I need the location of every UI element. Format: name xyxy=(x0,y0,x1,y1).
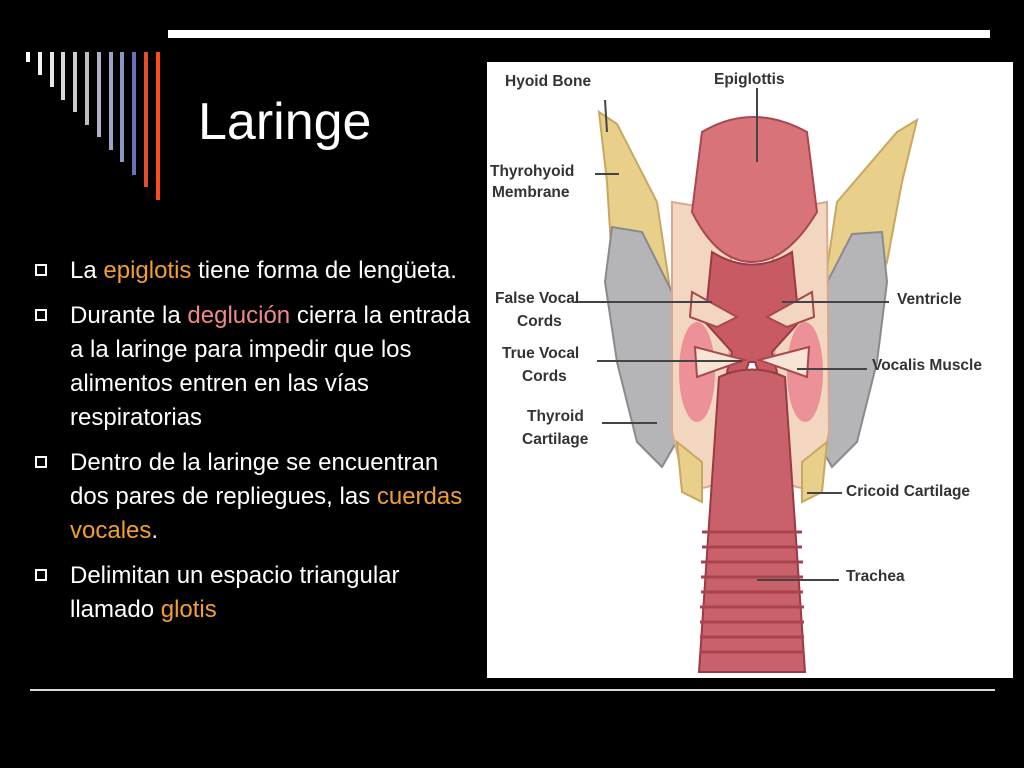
label-trachea: Trachea xyxy=(846,568,905,585)
bullet-item xyxy=(33,559,483,627)
decorative-stripe xyxy=(61,52,65,100)
decorative-stripe xyxy=(73,52,77,112)
decorative-stripe xyxy=(97,52,101,137)
top-rule xyxy=(168,30,990,38)
label-false-vocal-1: False Vocal xyxy=(495,290,580,307)
decorative-stripe xyxy=(144,52,148,187)
thyroid-cartilage-left xyxy=(605,227,682,467)
square-bullet-icon xyxy=(35,264,47,276)
bullet-text: La xyxy=(70,257,104,284)
highlight-term: epiglotis xyxy=(103,257,192,284)
decorative-stripe xyxy=(156,52,160,200)
square-bullet-icon xyxy=(35,569,47,581)
decorative-stripe xyxy=(50,52,54,87)
label-vocalis-muscle: Vocalis Muscle xyxy=(872,357,982,374)
label-true-vocal-1: True Vocal xyxy=(502,345,580,362)
label-cricoid-cartilage: Cricoid Cartilage xyxy=(846,483,971,500)
bullet-item xyxy=(33,254,483,288)
decorative-stripe xyxy=(26,52,30,62)
bullet-text: tiene forma de lengüeta. xyxy=(191,257,457,284)
label-true-vocal-2: Cords xyxy=(522,368,567,385)
decorative-stripe xyxy=(120,52,124,162)
highlight-term: deglución xyxy=(187,302,291,329)
decorative-stripe xyxy=(85,52,89,125)
bullet-item xyxy=(33,446,483,548)
label-thyroid-1: Thyroid xyxy=(527,408,584,425)
bullet-list xyxy=(33,254,483,638)
bullet-item xyxy=(33,299,483,435)
bullet-text: Delimitan un espacio triangular llamado xyxy=(70,562,400,623)
bullet-text: Dentro de la laringe se encuentran dos pares de repliegues, las xyxy=(70,449,439,510)
square-bullet-icon xyxy=(35,309,47,321)
bottom-rule xyxy=(30,689,995,691)
bullet-text: cierra la entrada a la laringe para impedir que los alimentos entren en las vías respiratorias xyxy=(70,302,471,431)
label-false-vocal-2: Cords xyxy=(517,313,562,330)
label-ventricle: Ventricle xyxy=(897,291,962,308)
bullet-text: Durante la xyxy=(70,302,188,329)
slide-title: Laringe xyxy=(198,93,372,151)
label-thyroid-2: Cartilage xyxy=(522,431,589,448)
decorative-stripe xyxy=(38,52,42,75)
label-thyrohyoid-1: Thyrohyoid xyxy=(490,163,575,180)
decorative-stripe xyxy=(132,52,136,175)
decorative-stripe xyxy=(109,52,113,150)
label-epiglottis: Epiglottis xyxy=(714,71,785,88)
highlight-term: cuerdas vocales xyxy=(70,483,463,544)
label-hyoid-bone: Hyoid Bone xyxy=(505,73,592,90)
square-bullet-icon xyxy=(35,456,47,468)
highlight-term: glotis xyxy=(160,596,217,623)
label-thyrohyoid-2: Membrane xyxy=(492,184,570,201)
bullet-text: . xyxy=(151,517,159,544)
larynx-diagram xyxy=(487,62,1013,678)
